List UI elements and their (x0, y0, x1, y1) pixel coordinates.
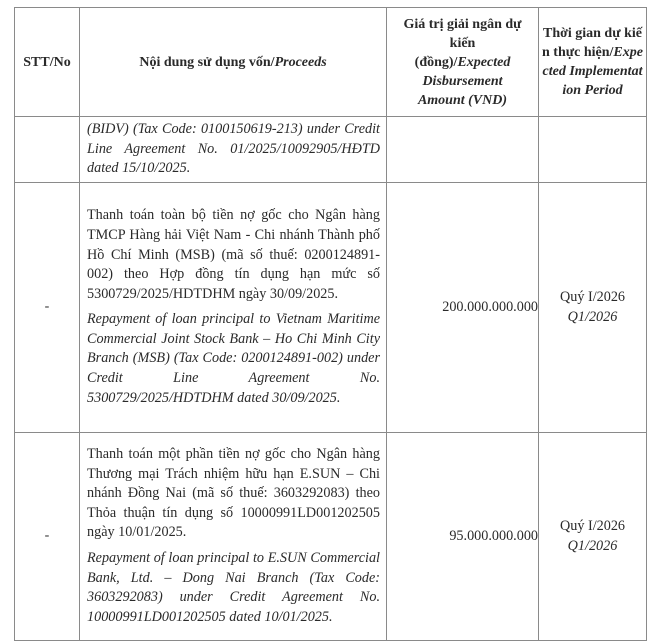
content-en: Repayment of loan principal to E.SUN Commercial Bank, Ltd. – Dong Nai Branch (Tax Code: 3603292083) under Credit Agreement No. 10000991LD001202505 dated 10/01/2025. (87, 550, 380, 625)
table-header-row (15, 8, 647, 117)
header-stt-label: STT/No (23, 54, 71, 70)
content-vn: Thanh toán toàn bộ tiền nợ gốc cho Ngân hàng TMCP Hàng hải Việt Nam - Chi nhánh Thành phố Hồ Chí Minh (MSB) (mã số thuế: 0200124891-002) theo Hợp đồng tín dụng hạn mức số 5300729/2025/HDTDHM ngày 30/09/2025. (87, 207, 380, 302)
row-stt: - (15, 432, 80, 640)
header-amount-vn: Giá trị giải ngân dự kiến (đồng)/ (403, 16, 522, 70)
row-amount (387, 117, 539, 183)
period-en: Q1/2026 (567, 538, 618, 555)
header-period (539, 8, 647, 117)
header-proceeds-en: Proceeds (274, 54, 327, 70)
table-row (15, 432, 647, 640)
row-content (80, 117, 387, 183)
period-en: Q1/2026 (567, 309, 618, 326)
header-stt (15, 8, 80, 117)
header-period-vn: Thời gian dự kiến thực hiện/ (542, 26, 643, 60)
content-vn: Thanh toán một phần tiền nợ gốc cho Ngân hàng Thương mại Trách nhiệm hữu hạn E.SUN – Chi nhánh Đồng Nai (mã số thuế: 3603292083) theo Thỏa thuận tín dụng số 10000991LD001202505 ngày 10/01/2025. (87, 446, 380, 541)
row-content (80, 432, 387, 640)
row-content (80, 182, 387, 432)
header-period-en: Expected Implementation Period (542, 45, 643, 98)
proceeds-table (14, 7, 647, 641)
row-stt: - (15, 182, 80, 432)
content-en: Repayment of loan principal to Vietnam Maritime Commercial Joint Stock Bank – Ho Chi Minh City Branch (MSB) (Tax Code: 0200124891-002) under Credit Line Agreement No. 5300729/2025/HDTDHM dated 30/09/2025. (87, 311, 380, 406)
header-amount-en: Expected Disbursement Amount (VND) (417, 54, 511, 108)
content-en: (BIDV) (Tax Code: 0100150619-213) under Credit Line Agreement No. 01/2025/10092905/HĐTD dated 15/10/2025. (87, 121, 380, 177)
row-amount: 95.000.000.000 (387, 432, 539, 640)
row-period (539, 182, 647, 432)
header-proceeds-vn: Nội dung sử dụng vốn/ (139, 54, 275, 70)
row-period (539, 432, 647, 640)
table-row (15, 182, 647, 432)
row-amount: 200.000.000.000 (387, 182, 539, 432)
period-vn: Quý I/2026 (559, 289, 626, 306)
period-vn: Quý I/2026 (559, 518, 626, 535)
table-row (15, 117, 647, 183)
header-amount (387, 8, 539, 117)
row-stt (15, 117, 80, 183)
header-proceeds (80, 8, 387, 117)
row-period (539, 117, 647, 183)
